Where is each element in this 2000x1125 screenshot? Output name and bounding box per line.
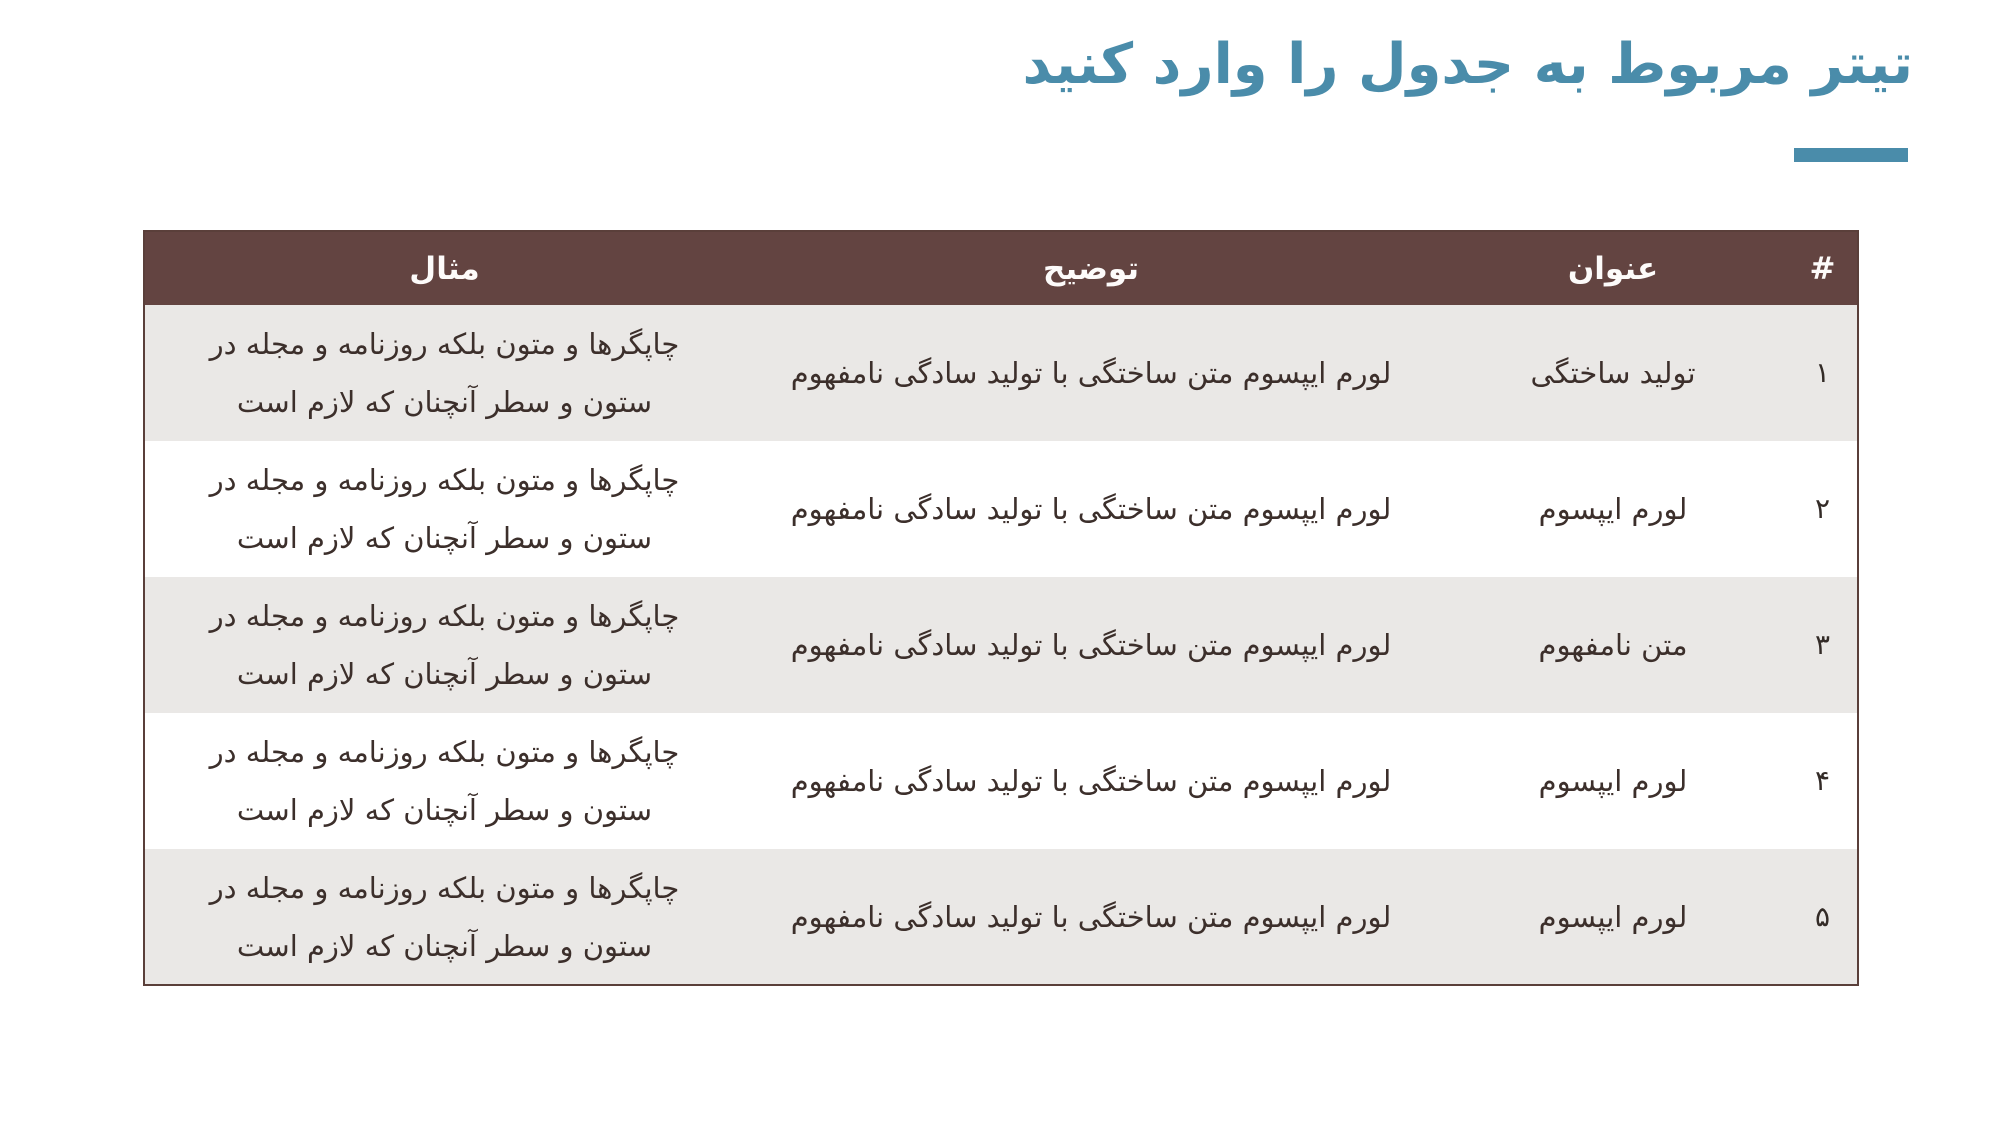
column-header-example: مثال (144, 231, 744, 305)
table-row (144, 305, 1858, 441)
table-row (144, 441, 1858, 577)
content-table (143, 230, 1859, 986)
cell-row-number: ۴ (1814, 764, 1831, 797)
column-header-description: توضیح (744, 231, 1438, 305)
cell-row-number: ۱ (1814, 356, 1831, 389)
cell-row-number: ۲ (1814, 492, 1831, 525)
cell-title: لورم ایپسوم (1538, 764, 1688, 798)
cell-description: لورم ایپسوم متن ساختگی با تولید سادگی نامفهوم (790, 492, 1392, 526)
cell-description: لورم ایپسوم متن ساختگی با تولید سادگی نامفهوم (790, 764, 1392, 798)
table-body (144, 305, 1858, 985)
table-row (144, 577, 1858, 713)
table-header (144, 231, 1858, 305)
cell-row-number: ۳ (1814, 628, 1831, 661)
title-underline-bar (1794, 148, 1908, 162)
page-title: تیتر مربوط به جدول را وارد کنید (1022, 32, 1913, 97)
cell-example: چاپگرها و متون بلکه روزنامه و مجله در ستون و سطر آنچنان که لازم است (209, 870, 680, 963)
cell-example: چاپگرها و متون بلکه روزنامه و مجله در ستون و سطر آنچنان که لازم است (209, 735, 680, 827)
cell-description: لورم ایپسوم متن ساختگی با تولید سادگی نامفهوم (790, 356, 1392, 390)
cell-example: چاپگرها و متون بلکه روزنامه و مجله در ستون و سطر آنچنان که لازم است (209, 463, 680, 555)
cell-example: چاپگرها و متون بلکه روزنامه و مجله در ستون و سطر آنچنان که لازم است (209, 599, 680, 691)
cell-row-number: ۵ (1814, 899, 1831, 933)
cell-example: چاپگرها و متون بلکه روزنامه و مجله در ستون و سطر آنچنان که لازم است (209, 327, 680, 419)
cell-title: لورم ایپسوم (1538, 492, 1688, 526)
table-header-row (144, 231, 1858, 305)
table-row (144, 713, 1858, 849)
column-header-title: عنوان (1438, 231, 1788, 305)
cell-title: تولید ساختگی (1530, 356, 1696, 390)
table-row (144, 849, 1858, 985)
cell-title: لورم ایپسوم (1538, 899, 1688, 934)
cell-title: متن نامفهوم (1538, 628, 1688, 662)
column-header-number: # (1788, 231, 1858, 305)
cell-description: لورم ایپسوم متن ساختگی با تولید سادگی نامفهوم (790, 899, 1392, 934)
cell-description: لورم ایپسوم متن ساختگی با تولید سادگی نامفهوم (790, 628, 1392, 662)
